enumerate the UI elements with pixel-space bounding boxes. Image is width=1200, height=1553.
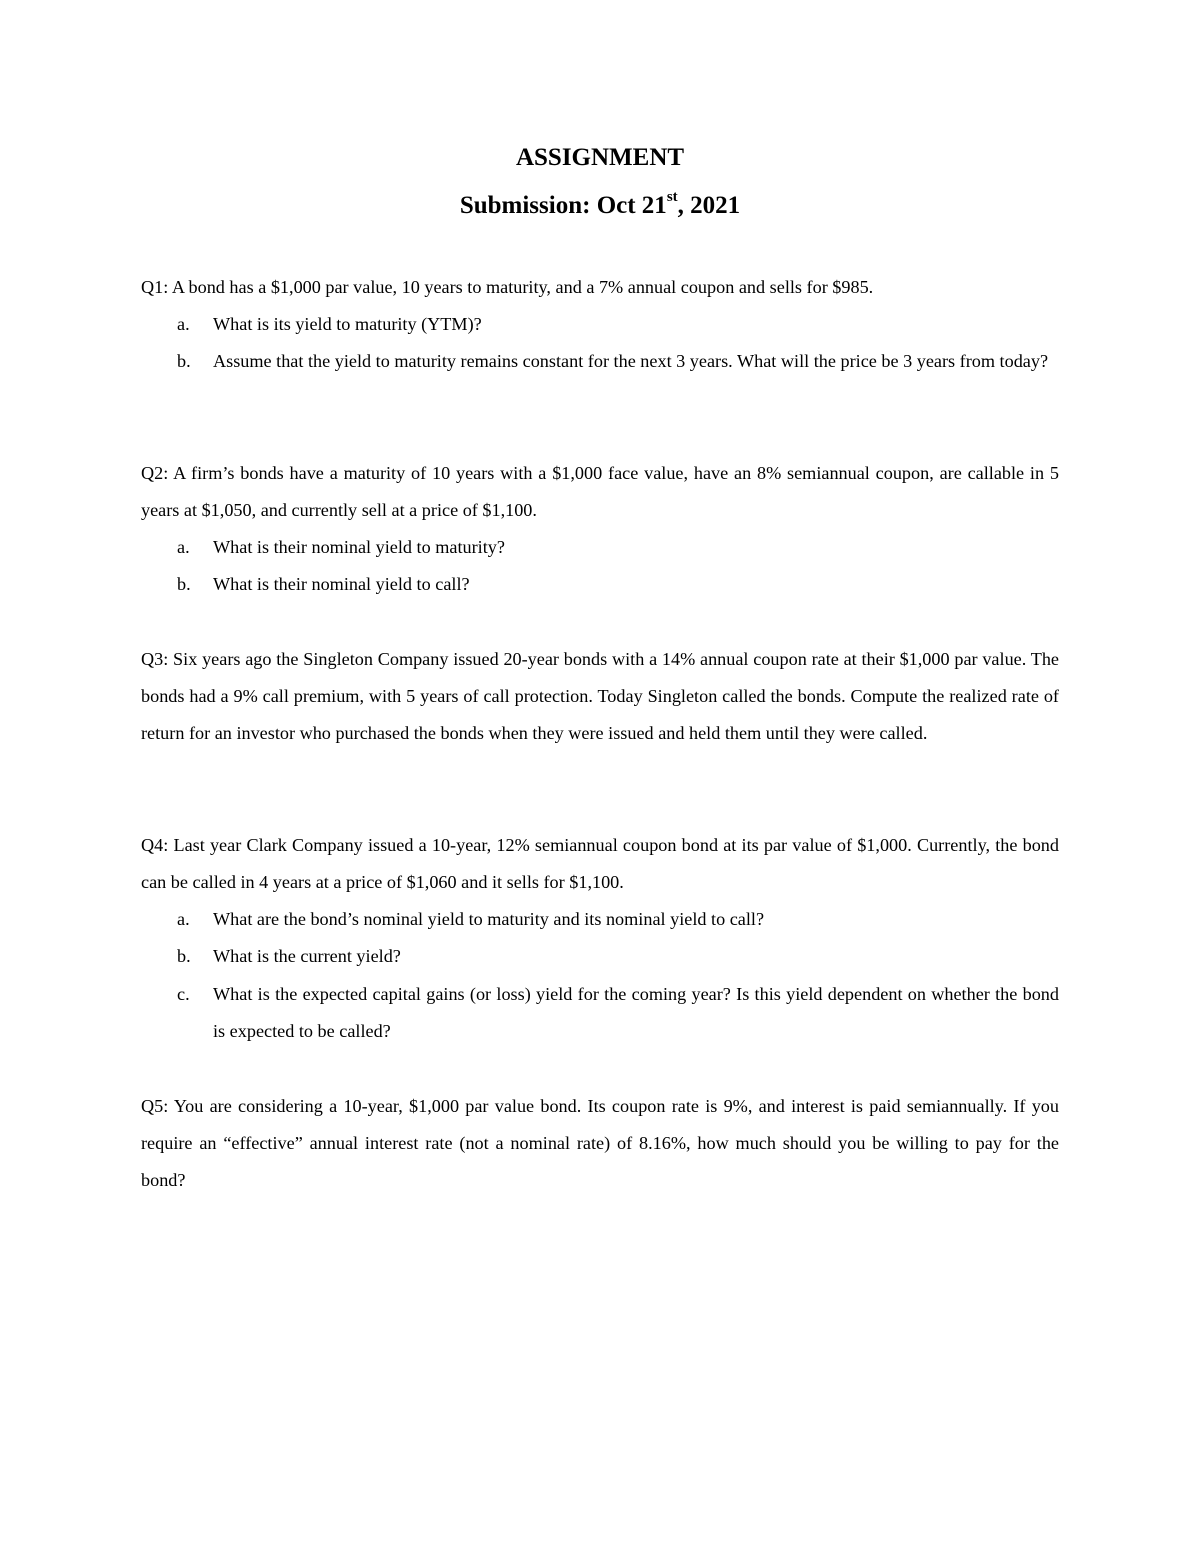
item-marker: b. <box>177 351 191 371</box>
item-marker: b. <box>177 574 191 594</box>
question-2-item-a <box>177 529 1059 566</box>
question-4: Q4: Last year Clark Company issued a 10-year, 12% semiannual coupon bond at its par value of $1,000. Currently, the bond can be called in 4 years at a price of $1,060 and it sells for $1,100. <box>141 835 1059 892</box>
item-marker: a. <box>177 537 190 557</box>
question-4-item-c <box>177 976 1059 1050</box>
submission-date-prefix: Submission: Oct 21 <box>459 192 667 219</box>
submission-date-suffix: , 2021 <box>677 192 741 219</box>
question-4-item-a <box>177 901 1059 938</box>
question-1-item-a <box>177 306 1059 343</box>
item-text: What are the bond’s nominal yield to maturity and its nominal yield to call? <box>213 909 765 929</box>
item-marker: c. <box>177 984 190 1004</box>
item-marker: a. <box>177 314 190 334</box>
question-1-item-b <box>177 343 1059 380</box>
item-text: What is the current yield? <box>213 946 401 966</box>
item-marker: a. <box>177 909 190 929</box>
question-5: Q5: You are considering a 10-year, $1,000 par value bond. Its coupon rate is 9%, and interest is paid semiannually. If you require an “effective” annual interest rate (not a nominal rate) of 8.16%, how much should you be willing to pay for the bond? <box>141 1096 1059 1190</box>
item-text: What is its yield to maturity (YTM)? <box>213 314 482 334</box>
submission-date <box>0 188 1200 221</box>
item-marker: b. <box>177 946 191 966</box>
question-2-item-b <box>177 566 1059 603</box>
item-text: What is their nominal yield to maturity? <box>213 537 505 557</box>
question-4-item-b <box>177 938 1059 975</box>
page-title: ASSIGNMENT <box>515 144 685 171</box>
question-1: Q1: A bond has a $1,000 par value, 10 years to maturity, and a 7% annual coupon and sells for $985. <box>141 277 874 297</box>
submission-date-superscript: st <box>666 188 678 205</box>
question-3: Q3: Six years ago the Singleton Company issued 20-year bonds with a 14% annual coupon rate at their $1,000 par value. The bonds had a 9% call premium, with 5 years of call protection. Today Singleton called the bonds. Compute the realized rate of return for an investor who purchased the bonds when they were issued and held them until they were called. <box>141 649 1059 743</box>
item-text: What is their nominal yield to call? <box>213 574 470 594</box>
question-2: Q2: A firm’s bonds have a maturity of 10 years with a $1,000 face value, have an 8% semiannual coupon, are callable in 5 years at $1,050, and currently sell at a price of $1,100. <box>141 463 1059 520</box>
item-text: Assume that the yield to maturity remains constant for the next 3 years. What will the price be 3 years from today? <box>213 351 1049 371</box>
item-text: What is the expected capital gains (or loss) yield for the coming year? Is this yield dependent on whether the bond is expected to be called? <box>213 984 1059 1041</box>
